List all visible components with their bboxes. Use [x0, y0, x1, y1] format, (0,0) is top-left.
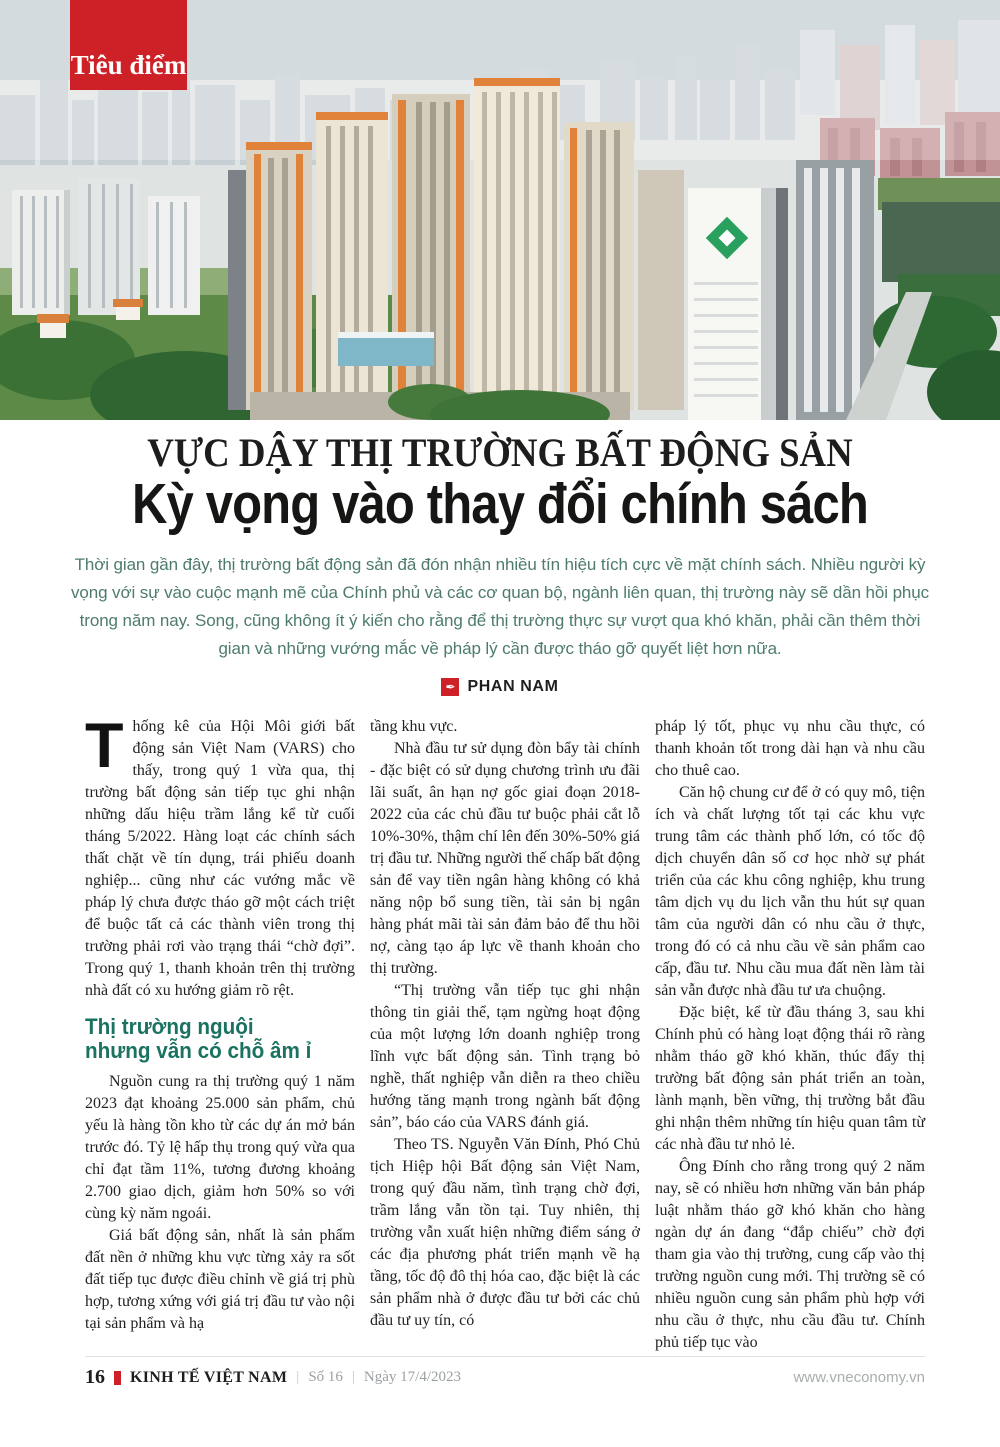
- kicker-label: Tiêu điểm: [70, 50, 187, 80]
- paragraph-text: hống kê của Hội Môi giới bất động sản Việt Nam (VARS) cho thấy, trong quý 1 vừa qua, thị trường bất động sản tiếp tục ghi nhận những dấu hiệu trầm lắng kể từ cuối tháng 5/2022. Hàng loạt các chính sách thất chặt về tín dụng, trái phiếu doanh nghiệp... cũng như các vướng mắc về pháp lý chưa được tháo gỡ một cách triệt để buộc tất cả các thành viên trong thị trường phải rơi vào trạng thái “chờ đợi”. Trong quý 1, thanh khoản trên thị trường nhà đất có xu hướng giảm rõ rệt.: [85, 718, 355, 999]
- page-number: 16: [85, 1366, 105, 1388]
- footer-website: www.vneconomy.vn: [793, 1369, 925, 1386]
- footer-separator: |: [296, 1369, 300, 1385]
- pen-icon: ✒: [441, 678, 459, 696]
- paragraph: [85, 716, 355, 1002]
- headline-overline: VỰC DẬY THỊ TRƯỜNG BẤT ĐỘNG SẢN: [147, 430, 853, 475]
- footer-date: Ngày 17/4/2023: [363, 1369, 461, 1385]
- column-3: [655, 716, 925, 1371]
- article-columns: [0, 716, 1000, 1371]
- paragraph: “Thị trường vẫn tiếp tục ghi nhận thông tin giải thể, tạm ngừng hoạt động của một lượng lớn doanh nghiệp trong lĩnh vực bất động sản. Tình trạng bỏ nghề, thất nghiệp vẫn diễn ra theo chiều hướng tăng mạnh trong ngành bất động sản”, báo cáo của VARS đánh giá.: [370, 982, 640, 1131]
- drop-cap: T: [85, 716, 124, 781]
- footer-separator: |: [351, 1369, 355, 1385]
- paragraph: Căn hộ chung cư để ở có quy mô, tiện ích và chất lượng tốt tại các khu vực trung tâm các thành phố lớn, có tốc độ dịch chuyển dân số cơ học nhờ sự phát triển của các khu công nghiệp, khu trung tâm dịch vụ du lịch vẫn thu hút sự quan tâm của người dân có nhu cầu ở thực, trong đó có cả nhu cầu về sản phẩm cao cấp, đầu tư. Nhu cầu mua đất nền làm tài sản vẫn được nhà đầu tư ưa chuộng.: [655, 784, 925, 999]
- headline-block: [0, 430, 1000, 536]
- paragraph: tầng khu vực.: [370, 718, 458, 735]
- subhead-line: Thị trường nguội: [85, 1014, 254, 1039]
- page-footer: [85, 1356, 925, 1389]
- paragraph: Đặc biệt, kể từ đầu tháng 3, sau khi Chính phủ có hàng loạt động thái rõ ràng nhằm tháo gỡ khó khăn, thúc đẩy thị trường bất động sản phát triển an toàn, lành mạnh, bền vững, thị trường bắt đầu ghi nhận thêm những tín hiệu quan tâm từ các nhà đầu tư nhỏ lẻ.: [655, 1004, 925, 1153]
- lede-paragraph: Thời gian gần đây, thị trường bất động sản đã đón nhận nhiều tín hiệu tích cực về mặt chính sách. Nhiều người kỳ vọng với sự vào cuộc mạnh mẽ của Chính phủ và các cơ quan bộ, ngành liên quan, thị trường này sẽ dần hồi phục trong năm nay. Song, cũng không ít ý kiến cho rằng để thị trường thực sự vượt qua khó khăn, phải cần thêm thời gian và những vướng mắc về pháp lý cần được tháo gỡ quyết liệt hơn nữa.: [70, 555, 930, 658]
- paragraph: pháp lý tốt, phục vụ nhu cầu thực, có thanh khoản tốt trong dài hạn và nhu cầu cho thuê cao.: [655, 718, 925, 779]
- column-1: [85, 716, 355, 1371]
- headline-main: Kỳ vọng vào thay đổi chính sách: [131, 472, 869, 536]
- subhead-line: nhưng vẫn có chỗ âm ỉ: [85, 1038, 312, 1063]
- paragraph: Giá bất động sản, nhất là sản phẩm đất nền ở những khu vực từng xảy ra sốt đất tiếp tục được điều chỉnh về giá trị phù hợp, tương xứng với giá trị đầu tư vào nội tại sản phẩm và hạ: [85, 1227, 355, 1332]
- paragraph: Theo TS. Nguyễn Văn Đính, Phó Chủ tịch Hiệp hội Bất động sản Việt Nam, trong quý đầu năm, tình trạng chờ đợi, trầm lắng vẫn tồn tại. Tuy nhiên, thị trường vẫn xuất hiện những điểm sáng ở các địa phương phát triển mạnh về hạ tầng, tốc độ đô thị hóa cao, đặc biệt là các sản phẩm nhà ở được đầu tư bởi các chủ đầu tư uy tín, có: [370, 1136, 640, 1329]
- hero-photo: [0, 0, 1000, 420]
- brand-bullet-icon: [114, 1371, 121, 1385]
- kicker-badge: [70, 0, 187, 90]
- paragraph: Ông Đính cho rằng trong quý 2 năm nay, sẽ có nhiều hơn những văn bản pháp luật nhằm tháo gỡ khó khăn cho hàng ngàn dự án đang “đắp chiếu” chờ đợi tham gia vào thị trường, cung cấp vào thị trường nguồn cung mới. Thị trường sẽ có nhiều nguồn cung sản phẩm phù hợp với nhu cầu ở thực, nhu cầu đầu tư. Chính phủ tiếp tục vào: [655, 1158, 925, 1351]
- footer-left: [85, 1366, 461, 1389]
- column-2: [370, 716, 640, 1371]
- paragraph: Nhà đầu tư sử dụng đòn bẩy tài chính - đặc biệt có sử dụng chương trình ưu đãi lãi suất, ân hạn nợ gốc giai đoạn 2018-2022 của các chủ đầu tư buộc phải cắt lỗ 10%-30%, thậm chí lên đến 30%-50% giá trị đầu tư. Những người thế chấp bất động sản để vay tiền ngân hàng không có khả năng nộp bổ sung tiền, tài sản bị ngân hàng phát mãi tài sản đảm bảo để thu hồi nợ, càng tạo áp lực về thanh khoản cho thị trường.: [370, 740, 640, 977]
- paragraph: Nguồn cung ra thị trường quý 1 năm 2023 đạt khoảng 25.000 sản phẩm, chủ yếu là hàng tồn kho từ các dự án mở bán trước đó. Tỷ lệ hấp thụ trong quý vừa qua chỉ đạt tầm 11%, tương đương khoảng 2.700 giao dịch, giảm hơn 50% so với cùng kỳ năm ngoái.: [85, 1073, 355, 1222]
- byline: [0, 678, 1000, 696]
- section-subhead: [85, 1015, 339, 1063]
- footer-issue: Số 16: [308, 1369, 343, 1385]
- footer-brand: KINH TẾ VIỆT NAM: [130, 1368, 288, 1386]
- author-name: PHAN NAM: [467, 678, 559, 695]
